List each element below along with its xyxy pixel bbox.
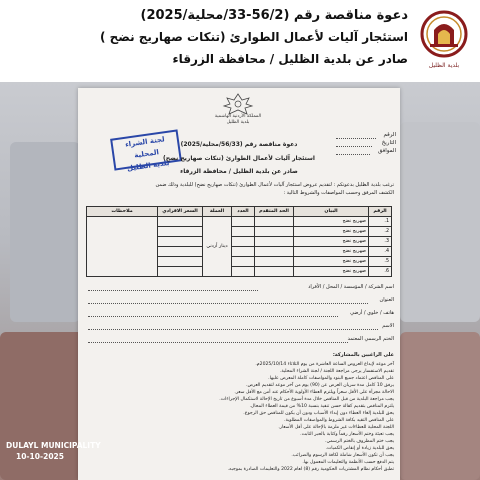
field-line — [88, 303, 368, 304]
stamp-line: بلدية الظليل — [126, 158, 170, 173]
tender-subject: استئجار آليات لأعمال الطوارئ (تنكات صهاريج نضح ) — [99, 30, 408, 44]
note-item: تقديم الاستفسار يرجى مراجعة اللجنة / لجنة الشراء المحلية. — [279, 369, 394, 374]
doc-intro-2: الكشف المرفق وحسب المواصفات والشروط التالية : — [283, 190, 394, 196]
table-row — [87, 217, 392, 227]
row-item: صهريج نضح — [294, 247, 369, 257]
row-item: صهريج نضح — [294, 227, 369, 237]
note-item: على المناقص التقيد بكافة الشروط والمواصفات المطلوبة. — [284, 418, 394, 423]
header — [0, 0, 480, 82]
address-field-label: العنوان — [379, 297, 394, 303]
note-item: يلتزم المناقص بتقديم كفالة حسن تنفيذ بنسبة 10% من قيمة العطاء المحال. — [249, 404, 394, 409]
ministry-line: المملكة الأردنية الهاشمية — [214, 114, 262, 119]
field-line — [336, 138, 376, 139]
field-line — [88, 342, 348, 343]
seal-field-label: الختم الرسمي المعتمد — [347, 336, 394, 342]
field-number-label: الرقم — [383, 132, 396, 138]
items-table — [86, 206, 392, 277]
field-line — [88, 329, 378, 330]
row-number: 6. — [369, 267, 392, 277]
ministry-header — [198, 114, 278, 126]
note-item: الاحالة مجزأة على الأقل سعراً ويلتزم العطاء الأولوية الأحكام عند أمن مع الأقل سعر. — [234, 390, 394, 395]
row-item: صهريج نضح — [294, 257, 369, 267]
doc-subject: استئجار آليات لأعمال الطوارئ (تنكات صهاريج نضح) — [163, 155, 315, 162]
row-item: صهريج نضح — [294, 267, 369, 277]
stamp-line: لجنة الشراء المحلية — [124, 135, 166, 160]
field-line — [88, 290, 258, 291]
note-item: يرفق 10 كامل مدة سريان العرض عن (90) يوم من آخر موعد لتقديم العرض. — [246, 383, 394, 388]
col-header: الحد المتقدم — [255, 207, 294, 217]
municipality-logo-icon — [416, 8, 472, 68]
row-number: 1. — [369, 217, 392, 227]
note-item: يتم الدفع حسب الأنظمة والتعليمات المعمول بها. — [302, 460, 394, 465]
notes-list — [94, 361, 394, 473]
row-number: 3. — [369, 237, 392, 247]
notes-title: على الراغبين بالمشاركة: — [332, 352, 394, 358]
ministry-line: بلدية الظليل — [226, 120, 250, 125]
note-item: آخر موعد لإيداع العروض الساعة العاشرة من يوم الثلاثاء 2025/10/14م. — [255, 362, 394, 367]
currency-cell: دينار أردني — [203, 217, 232, 277]
table-header-row — [87, 207, 392, 217]
note-item: يحق للبلدية زيادة أو إنقاص الكميات. — [325, 446, 394, 451]
field-corresponding-label: الموافق — [378, 148, 396, 154]
watermark-date: 10-10-2025 — [16, 452, 64, 461]
note-item: يجب مراجعة البلدية من قبل المناقص خلال مدة أسبوع من تاريخ الإحالة لاستكمال الإجراءات. — [219, 397, 394, 402]
col-header: ملاحظات — [87, 207, 158, 217]
note-item: يجب أن تكون الأسعار شاملة لكافة الرسوم والضرائب. — [291, 453, 394, 458]
doc-issuer: صادر عن بلدية الظليل / محافظة الزرقاء — [180, 168, 298, 175]
tender-issuer: صادر عن بلدية الظليل / محافظة الزرقاء — [172, 52, 408, 66]
row-number: 5. — [369, 257, 392, 267]
note-item: اللجنة المحلية للعطاءات غير ملزمة بالإحالة على أقل الأسعار. — [278, 425, 394, 430]
tender-document — [78, 88, 400, 480]
note-item: تطبق أحكام نظام المشتريات الحكومية رقم (8) لعام 2022 والتعليمات الصادرة بموجبه. — [227, 467, 394, 472]
logo-caption: بلدية الظليل — [428, 62, 460, 69]
col-header: السعر الافرادي — [158, 207, 203, 217]
row-item: صهريج نضح — [294, 217, 369, 227]
company-field-label: اسم الشركة / المؤسسة / المحل / الأفراد — [308, 284, 394, 290]
col-header: العملة — [203, 207, 232, 217]
doc-title: دعوة مناقصة رقم (56/33/محلية/2025) — [180, 141, 298, 148]
jordan-emblem-icon — [219, 92, 257, 116]
note-item: يجب تعبئة وختم الأسعار رقماً وكتابة بالحبر الثابت. — [300, 432, 394, 437]
col-header: الرقم — [369, 207, 392, 217]
field-date-label: التاريخ — [381, 140, 396, 146]
col-header: البيان — [294, 207, 369, 217]
doc-intro: ترغب بلدية الظليل بدعوتكم : لتقديم عروض استئجار آليات لأعمال الطوارئ (تنكات صهاريج نضح) للبلدية وذلك ضمن — [155, 182, 394, 188]
watermark-line: DULAYL MUNICIPALITY — [6, 441, 101, 450]
note-item: يحق للبلدية إلغاء العطاء دون إبداء الأسباب ودون أن يكون للمناقص حق الرجوع. — [243, 411, 394, 416]
field-line — [88, 316, 338, 317]
row-item: صهريج نضح — [294, 237, 369, 247]
col-header: العدد — [232, 207, 255, 217]
row-number: 4. — [369, 247, 392, 257]
name-field-label: الاسم — [382, 323, 394, 329]
phone-field-label: هاتف / خلوي / أرضي — [350, 310, 394, 316]
note-item: يجب ختم المظروف بالختم الرسمي. — [325, 439, 394, 444]
watermark — [6, 440, 101, 462]
committee-stamp — [110, 129, 182, 173]
note-item: على المناقص اعتماد جميع البنود والمواصفات كاملة المعرض عليها. — [268, 376, 394, 381]
row-number: 2. — [369, 227, 392, 237]
tender-title: دعوة مناقصة رقم (56/2-33/محلية/2025) — [140, 8, 408, 23]
